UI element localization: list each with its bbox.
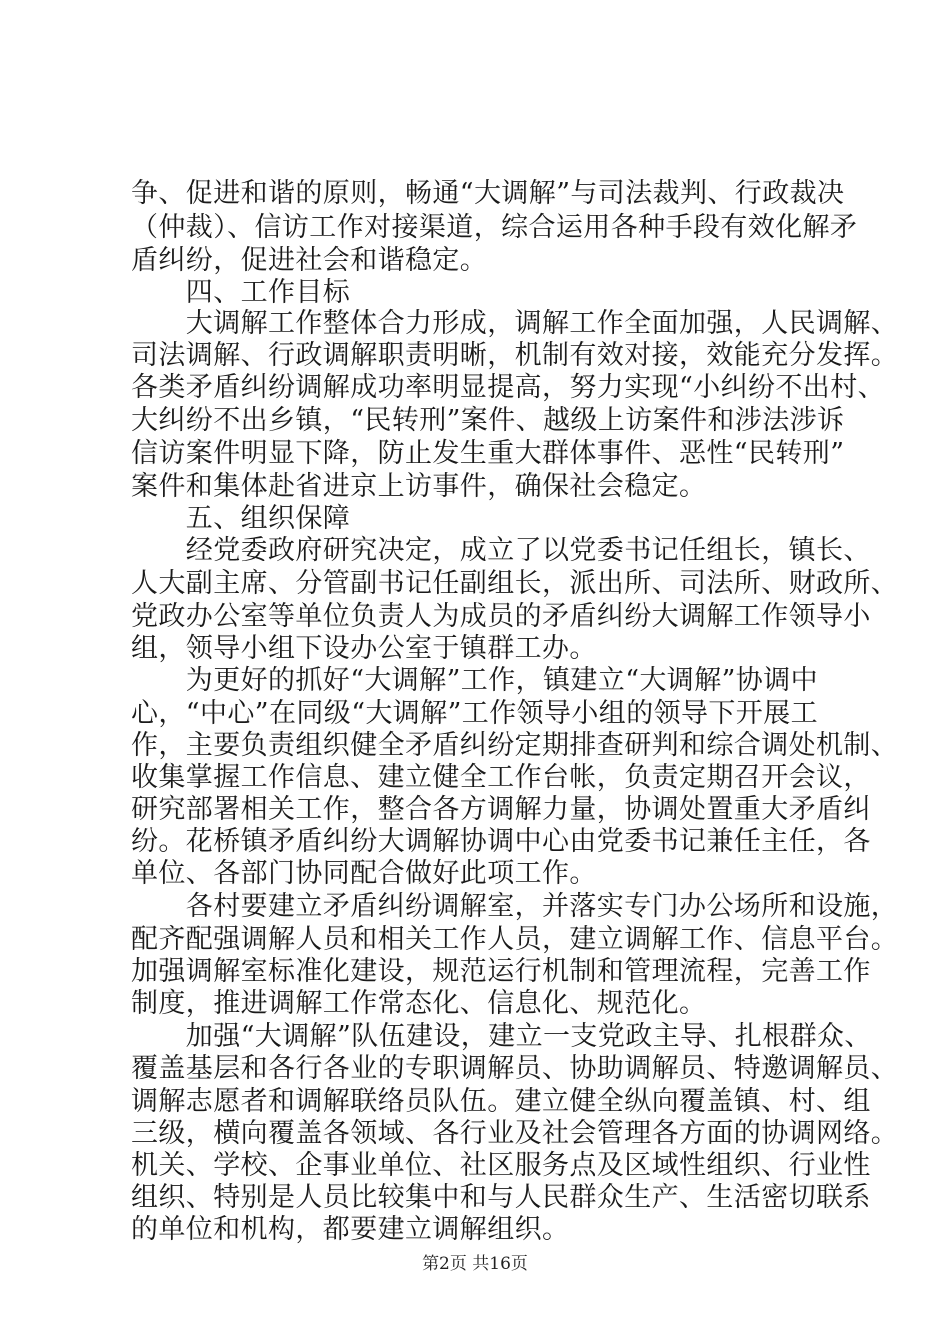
text-line: 制度，推进调解工作常态化、信息化、规范化。 (131, 988, 707, 1019)
text-line: 单位、各部门协同配合做好此项工作。 (131, 858, 597, 889)
text-line: 机关、学校、企事业单位、社区服务点及区域性组织、行业性 (131, 1150, 871, 1181)
text-line: 人大副主席、分管副书记任副组长，派出所、司法所、财政所、 (131, 568, 899, 599)
section-heading: 五、组织保障 (131, 503, 351, 534)
text-line: 信访案件明显下降，防止发生重大群体事件、恶性“民转刑” (131, 438, 845, 469)
text-line: 配齐配强调解人员和相关工作人员，建立调解工作、信息平台。 (131, 924, 899, 955)
text-line: 案件和集体赴省进京上访事件，确保社会稳定。 (131, 471, 707, 502)
text-line: 研究部署相关工作，整合各方调解力量，协调处置重大矛盾纠 (131, 794, 871, 825)
text-line: 各村要建立矛盾纠纷调解室，并落实专门办公场所和设施， (131, 891, 899, 922)
page-number: 第2页 共16页 (422, 1254, 528, 1274)
text-line: 加强调解室标准化建设，规范运行机制和管理流程，完善工作 (131, 956, 871, 987)
text-line: 覆盖基层和各行各业的专职调解员、协助调解员、特邀调解员、 (131, 1053, 899, 1084)
text-line: 大纠纷不出乡镇，“民转刑”案件、越级上访案件和涉法涉诉 (131, 405, 845, 436)
text-line: 党政办公室等单位负责人为成员的矛盾纠纷大调解工作领导小 (131, 601, 871, 632)
text-line: 组织、特别是人员比较集中和与人民群众生产、生活密切联系 (131, 1182, 871, 1213)
section-heading: 四、工作目标 (131, 277, 351, 308)
text-line: 纷。花桥镇矛盾纠纷大调解协调中心由党委书记兼任主任，各 (131, 826, 871, 857)
text-line: 三级，横向覆盖各领域、各行业及社会管理各方面的协调网络。 (131, 1118, 899, 1149)
text-line: 心，“中心”在同级“大调解”工作领导小组的领导下开展工 (131, 698, 819, 729)
text-line: 争、促进和谐的原则，畅通“大调解”与司法裁判、行政裁决 (131, 178, 845, 209)
text-line: 盾纠纷，促进社会和谐稳定。 (131, 245, 488, 276)
text-line: 经党委政府研究决定，成立了以党委书记任组长，镇长、 (131, 535, 871, 566)
text-line: 的单位和机构，都要建立调解组织。 (131, 1214, 570, 1245)
text-line: 作，主要负责组织健全矛盾纠纷定期排查研判和综合调处机制、 (131, 730, 899, 761)
text-line: 调解志愿者和调解联络员队伍。建立健全纵向覆盖镇、村、组 (131, 1086, 871, 1117)
text-line: （仲裁）、信访工作对接渠道，综合运用各种手段有效化解矛 (131, 212, 858, 243)
text-line: 大调解工作整体合力形成，调解工作全面加强，人民调解、 (131, 308, 899, 339)
text-line: 组，领导小组下设办公室于镇群工办。 (131, 633, 597, 664)
text-line: 司法调解、行政调解职责明晰，机制有效对接，效能充分发挥。 (131, 340, 899, 371)
text-line: 收集掌握工作信息、建立健全工作台帐，负责定期召开会议， (131, 762, 871, 793)
text-line: 各类矛盾纠纷调解成功率明显提高，努力实现“小纠纷不出村、 (131, 372, 886, 403)
text-line: 加强“大调解”队伍建设，建立一支党政主导、扎根群众、 (131, 1021, 872, 1052)
text-line: 为更好的抓好“大调解”工作，镇建立“大调解”协调中 (131, 665, 819, 696)
